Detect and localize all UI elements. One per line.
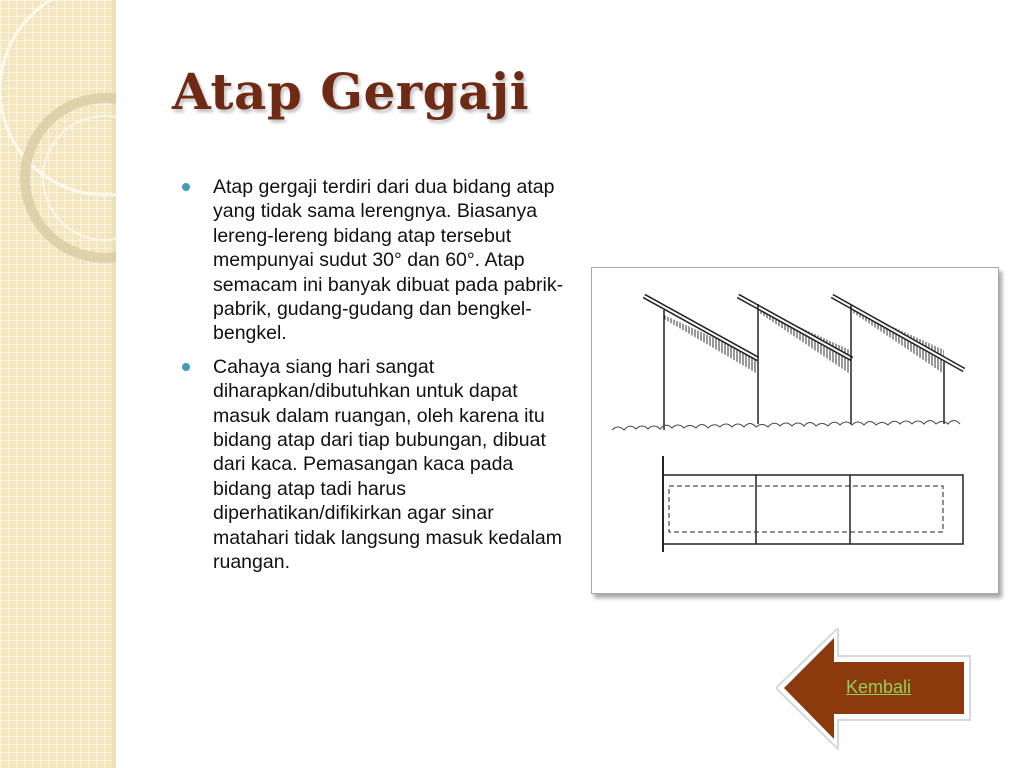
slide-title: Atap Gergaji	[172, 62, 530, 121]
bullet-text: Cahaya siang hari sangat diharapkan/dibutuhkan untuk dapat masuk dalam ruangan, oleh karena itu bidang atap dari tiap bubungan, dibuat dari kaca. Pemasangan kaca pada bidang atap tadi harus diperhatikan/difikirkan agar sinar matahari tidak langsung masuk kedalam ruangan.	[213, 355, 563, 574]
sawtooth-roof-drawing	[591, 267, 999, 594]
roof-diagram	[592, 268, 998, 593]
bullet-item	[180, 355, 565, 575]
back-button[interactable]	[776, 628, 972, 750]
decorative-circles	[0, 0, 116, 768]
bullet-item	[180, 175, 565, 346]
roof-elevation	[612, 296, 964, 430]
round-bullet-icon	[182, 183, 190, 191]
bullet-list	[180, 175, 565, 584]
round-bullet-icon	[182, 363, 190, 371]
back-button-label[interactable]: Kembali	[846, 677, 912, 697]
bullet-text: Atap gergaji terdiri dari dua bidang atap yang tidak sama lerengnya. Biasanya lereng-lereng bidang atap tersebut mempunyai sudut 30° dan 60°. Atap semacam ini banyak dibuat pada pabrik-pabrik, gudang-gudang dan bengkel-bengkel.	[213, 176, 564, 345]
decorative-side-strip	[0, 0, 116, 768]
roof-plan	[663, 456, 963, 552]
